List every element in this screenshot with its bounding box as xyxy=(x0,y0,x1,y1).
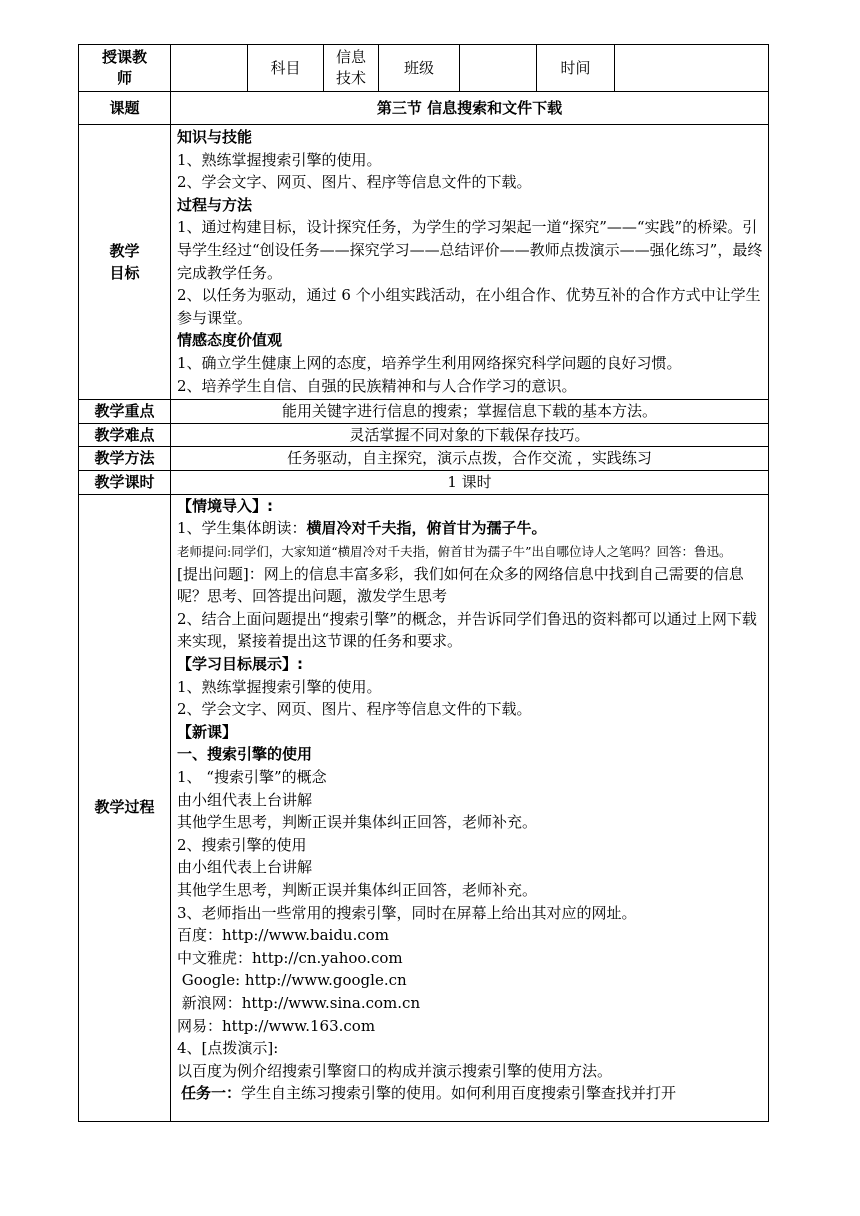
intro-question-2: [提出问题]：网上的信息丰富多彩，我们如何在众多的网络信息中找到自己需要的信息呢？思考、回答提出问题，激发学生思考 xyxy=(177,564,744,606)
emotion-heading: 情感态度价值观 xyxy=(177,331,283,350)
task-one-text: 学生自主练习搜索引擎的使用。如何利用百度搜索引擎查找并打开 xyxy=(241,1084,677,1103)
teacher-label: 授课教师 xyxy=(79,45,171,92)
process-item: 2、以任务为驱动，通过 6 个小组实践活动，在小组合作、优势互补的合作方式中让学生参与课堂。 xyxy=(177,286,761,327)
class-value xyxy=(460,45,537,92)
hours-label: 教学课时 xyxy=(79,470,171,494)
difficulties-row xyxy=(79,423,769,447)
lesson-plan-table xyxy=(78,44,769,1122)
demo-text: 以百度为例介绍搜索引擎窗口的构成并演示搜索引擎的使用方法。 xyxy=(177,1061,613,1080)
site-google: Google: http://www.google.cn xyxy=(177,971,407,990)
hours-value: 1 课时 xyxy=(171,470,769,494)
new-lesson-heading: 【新课】 xyxy=(177,722,238,741)
subject-value: 信息技术 xyxy=(324,45,379,92)
intro-question xyxy=(177,540,762,563)
knowledge-item: 2、学会文字、网页、图片、程序等信息文件的下载。 xyxy=(177,173,532,192)
task-one-label: 任务一： xyxy=(181,1084,242,1103)
process-heading: 过程与方法 xyxy=(177,195,253,214)
knowledge-item: 1、熟练掌握搜索引擎的使用。 xyxy=(177,150,382,169)
methods-value: 任务驱动，自主探究，演示点拨，合作交流 ，实践练习 xyxy=(171,447,769,471)
site-sina: 新浪网：http://www.sina.com.cn xyxy=(177,993,421,1012)
section-1-line: 2、搜索引擎的使用 xyxy=(177,835,307,854)
topic-row xyxy=(79,92,769,125)
process-label: 教学过程 xyxy=(79,494,171,1121)
task-one xyxy=(177,1082,762,1105)
topic-label: 课题 xyxy=(79,92,171,125)
time-value xyxy=(615,45,769,92)
section-1-line: 由小组代表上台讲解 xyxy=(177,858,313,877)
demo-heading: 4、[点拨演示]: xyxy=(177,1039,279,1058)
key-points-value: 能用关键字进行信息的搜索；掌握信息下载的基本方法。 xyxy=(171,400,769,424)
methods-label: 教学方法 xyxy=(79,447,171,471)
intro-question-prefix: 老师提问:同学们， xyxy=(177,543,282,559)
time-label: 时间 xyxy=(537,45,615,92)
site-baidu: 百度：http://www.baidu.com xyxy=(177,926,390,945)
intro-question-3: 2、结合上面问题提出“搜索引擎”的概念，并告诉同学们鲁迅的资料都可以通过上网下载来实现，紧接着提出这节课的任务和要求。 xyxy=(177,609,757,651)
class-label: 班级 xyxy=(379,45,460,92)
methods-row xyxy=(79,447,769,471)
site-yahoo: 中文雅虎：http://cn.yahoo.com xyxy=(177,948,403,967)
key-points-label: 教学重点 xyxy=(79,400,171,424)
section-1-line: 其他学生思考，判断正误并集体纠正回答，老师补充。 xyxy=(177,813,538,832)
goal-item: 2、学会文字、网页、图片、程序等信息文件的下载。 xyxy=(177,700,532,719)
emotion-item: 2、培养学生自信、自强的民族精神和与人合作学习的意识。 xyxy=(177,376,577,395)
emotion-item: 1、确立学生健康上网的态度，培养学生利用网络探究科学问题的良好习惯。 xyxy=(177,353,682,372)
section-1-line: 其他学生思考，判断正误并集体纠正回答，老师补充。 xyxy=(177,881,538,899)
objectives-label: 教学目标 xyxy=(79,125,171,400)
subject-label: 科目 xyxy=(248,45,324,92)
key-points-row xyxy=(79,400,769,424)
topic-value: 第三节 信息搜索和文件下载 xyxy=(171,92,769,125)
intro-heading: 【情境导入】: xyxy=(177,496,273,515)
teacher-value xyxy=(171,45,248,92)
goals-heading: 【学习目标展示】: xyxy=(177,655,303,674)
difficulties-label: 教学难点 xyxy=(79,423,171,447)
objectives-row xyxy=(79,125,769,400)
knowledge-heading: 知识与技能 xyxy=(177,128,253,146)
intro-prefix: 1、学生集体朗读： xyxy=(177,519,307,538)
goal-item: 1、熟练掌握搜索引擎的使用。 xyxy=(177,677,382,696)
hours-row xyxy=(79,470,769,494)
intro-line xyxy=(177,517,762,540)
intro-question-body: 大家知道“横眉冷对千夫指，俯首甘为孺子牛”出自哪位诗人之笔吗？回答：鲁迅。 xyxy=(281,543,732,559)
header-row xyxy=(79,45,769,92)
section-1-line: 由小组代表上台讲解 xyxy=(177,790,313,809)
process-content xyxy=(171,494,769,1121)
section-1-heading: 一、搜索引擎的使用 xyxy=(177,745,313,764)
difficulties-value: 灵活掌握不同对象的下载保存技巧。 xyxy=(171,423,769,447)
process-item: 1、通过构建目标，设计探究任务，为学生的学习架起一道“探究”——“实践”的桥梁。引导学生经过“创设任务——探究学习——总结评价——教师点拨演示——强化练习”，最终完成教学任务。 xyxy=(177,218,763,282)
site-163: 网易：http://www.163.com xyxy=(177,1016,376,1035)
process-row xyxy=(79,494,769,1121)
objectives-content xyxy=(171,125,769,400)
intro-poem: 横眉冷对千夫指，俯首甘为孺子牛。 xyxy=(306,519,547,538)
section-1-line: 3、老师指出一些常用的搜索引擎，同时在屏幕上给出其对应的网址。 xyxy=(177,903,637,922)
section-1-line: 1、 “搜索引擎”的概念 xyxy=(177,768,327,787)
